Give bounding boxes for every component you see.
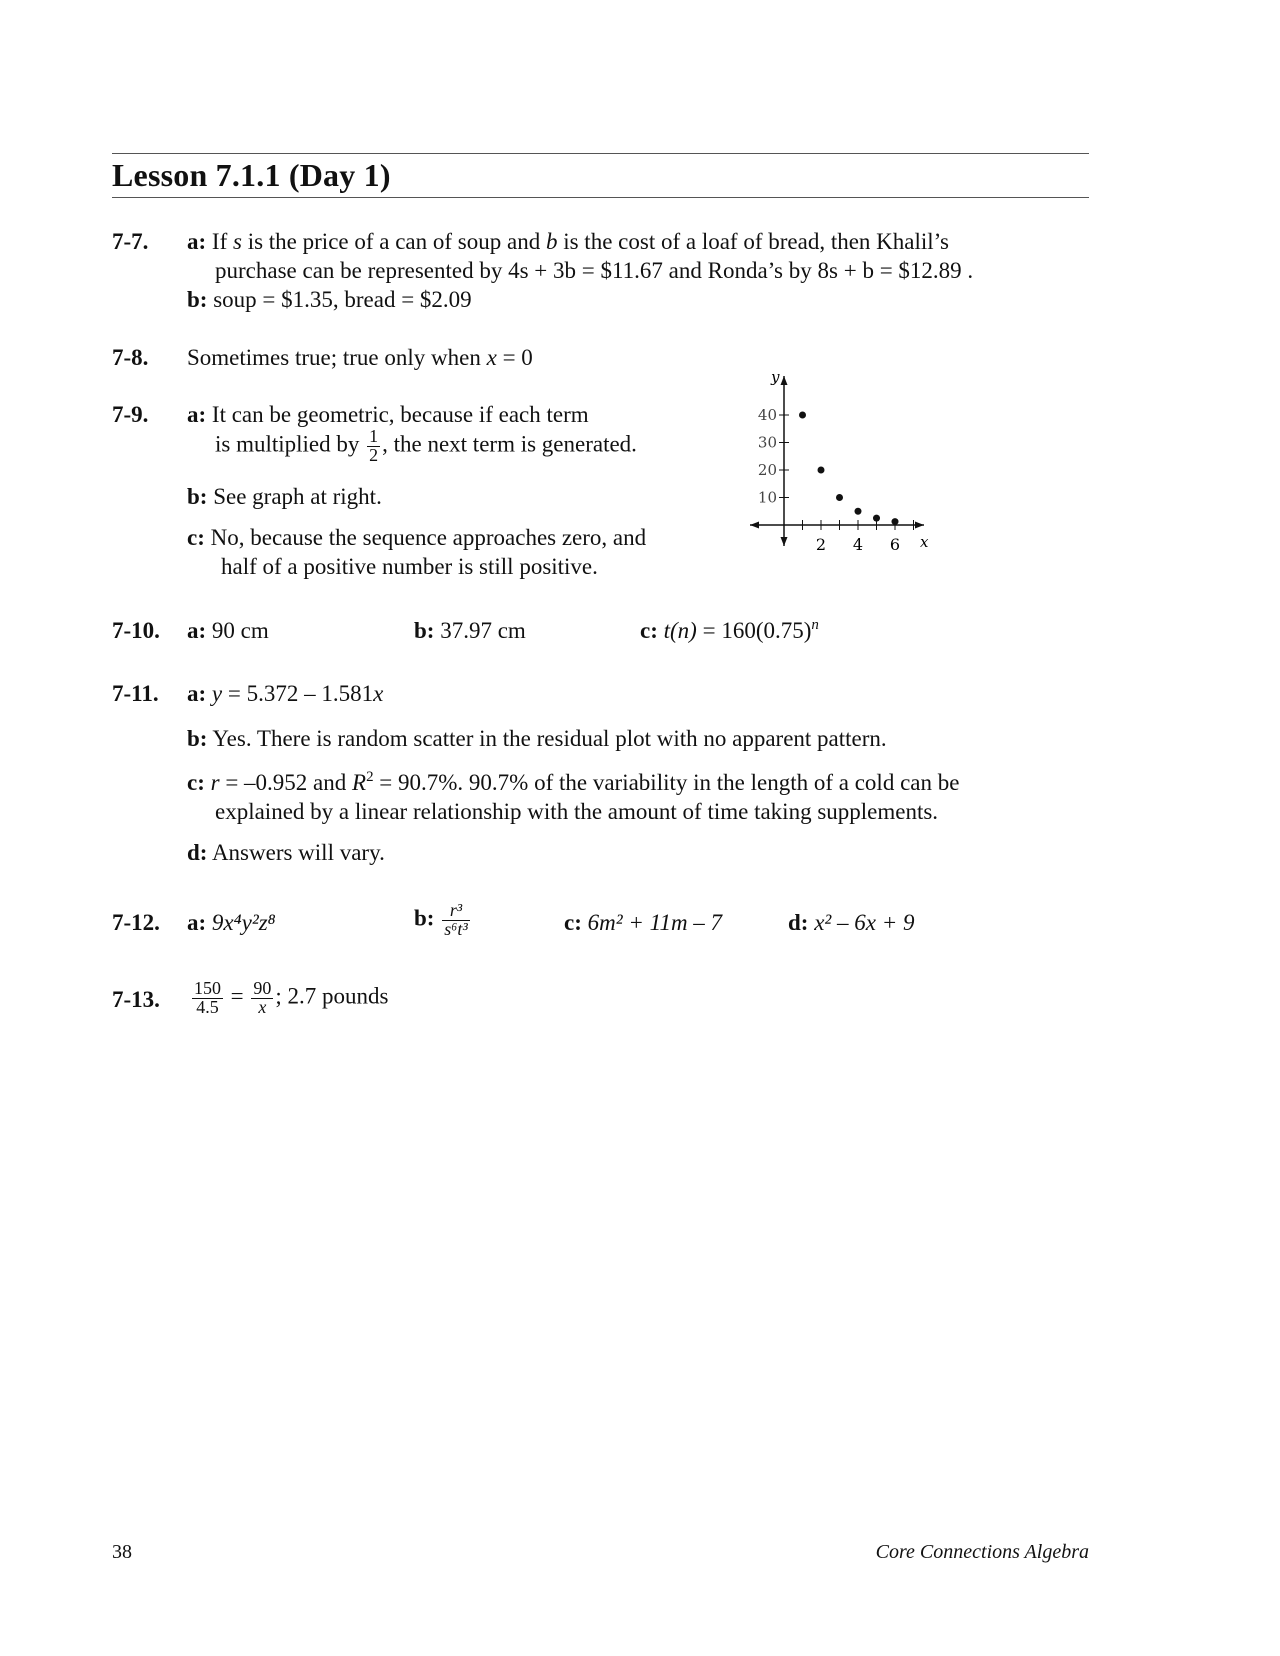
- data-point: [855, 508, 862, 515]
- data-point: [818, 467, 825, 474]
- problem-7-10-b: b: 37.97 cm: [414, 618, 526, 643]
- fraction-r3-over-s6t3: $\frac{\text{r³}}{\text{s⁶t³}}$: [444, 900, 468, 939]
- problem-7-7-b: b: soup = $1.35, bread = $2.09: [187, 287, 472, 312]
- y-axis-label: y: [771, 368, 780, 386]
- problem-7-13-answer: $\frac{150}{4.5}$ = $\frac{90}{x}$ ; 2.7 pounds: [194, 978, 389, 1017]
- page-title: Lesson 7.1.1 (Day 1): [112, 157, 391, 193]
- y-axis-arrow-down: [781, 537, 788, 546]
- problem-number: 7-12.: [112, 910, 160, 935]
- x-tick-label: 4: [852, 535, 864, 553]
- problem-7-11-d: d: Answers will vary.: [187, 840, 385, 865]
- top-rule: [112, 153, 1089, 154]
- title-underline: [112, 197, 1089, 198]
- data-point: [799, 412, 806, 419]
- problem-7-7-a-line1: a: If s is the price of a can of soup and b is the cost of a loaf of bread, then Khalil’s: [187, 229, 949, 254]
- problem-7-11-a: a: y = 5.372 – 1.581x: [187, 681, 384, 706]
- problem-7-9-a-line2: is multiplied by $\frac{1}{2}$ , the next term is generated.: [215, 426, 637, 465]
- graph-ticks: [758, 406, 914, 553]
- problem-number: 7-11.: [112, 681, 159, 706]
- geometric-sequence-graph: [740, 368, 940, 553]
- fraction-90-over-x: $\frac{90}{x}$: [253, 978, 272, 1017]
- problem-7-7-a-line2: purchase can be represented by 4s + 3b = $11.67 and Ronda’s by 8s + b = $12.89 .: [215, 258, 974, 283]
- data-point: [836, 494, 843, 501]
- problem-7-10-c: c: $t(n) = 160(0.75)^n$: [640, 617, 819, 643]
- y-tick-label: 10: [757, 488, 777, 507]
- problem-7-12-d: d: x² – 6x + 9: [788, 910, 915, 935]
- problem-7-9-c-line1: c: No, because the sequence approaches zero, and: [187, 525, 647, 550]
- fraction-150-over-4.5: $\frac{150}{4.5}$: [194, 978, 221, 1017]
- problem-7-11-c-line2: explained by a linear relationship with the amount of time taking supplements.: [215, 799, 939, 824]
- fraction-one-half: $\frac{1}{2}$: [369, 426, 379, 465]
- problem-7-12-a: a: 9x⁴y²z⁸: [187, 910, 276, 935]
- problem-7-11-b: b: Yes. There is random scatter in the residual plot with no apparent pattern.: [187, 726, 887, 751]
- x-axis-label: x: [920, 533, 929, 551]
- data-point: [892, 518, 899, 525]
- y-tick-label: 20: [757, 461, 777, 479]
- problem-number: 7-9.: [112, 402, 149, 427]
- problem-7-9-c-line2: half of a positive number is still positive.: [221, 554, 598, 579]
- data-point: [873, 515, 880, 522]
- problem-7-10-a: a: 90 cm: [187, 618, 269, 643]
- problem-7-12-c: c: 6m² + 11m – 7: [564, 910, 723, 935]
- problem-7-11-c-line1: c: r = –0.952 and $R^2 = 90.7\%$. 90.7% of the variability in the length of a cold can be: [187, 769, 960, 795]
- book-title: Core Connections Algebra: [875, 1541, 1089, 1563]
- problem-7-9-b: b: See graph at right.: [187, 484, 382, 509]
- page-number: 38: [112, 1541, 132, 1563]
- y-tick-label: 30: [757, 433, 777, 452]
- graph-points: [799, 412, 899, 526]
- y-tick-label: 40: [757, 406, 777, 424]
- y-axis-arrow-up: [781, 376, 788, 385]
- problem-number: 7-13.: [112, 987, 160, 1012]
- x-axis-arrow-right: [915, 522, 924, 529]
- problem-7-12-b: b: $\frac{\text{r³}}{\text{s⁶t³}}$: [414, 900, 468, 939]
- problem-7-8-answer: Sometimes true; true only when x = 0: [187, 345, 533, 370]
- x-axis-arrow-left: [750, 522, 759, 529]
- x-tick-label: 2: [815, 535, 827, 553]
- x-tick-label: 6: [889, 535, 901, 553]
- problem-number: 7-7.: [112, 229, 149, 254]
- problem-number: 7-10.: [112, 618, 160, 643]
- problem-number: 7-8.: [112, 345, 149, 370]
- problem-7-9-a-line1: a: It can be geometric, because if each term: [187, 402, 589, 427]
